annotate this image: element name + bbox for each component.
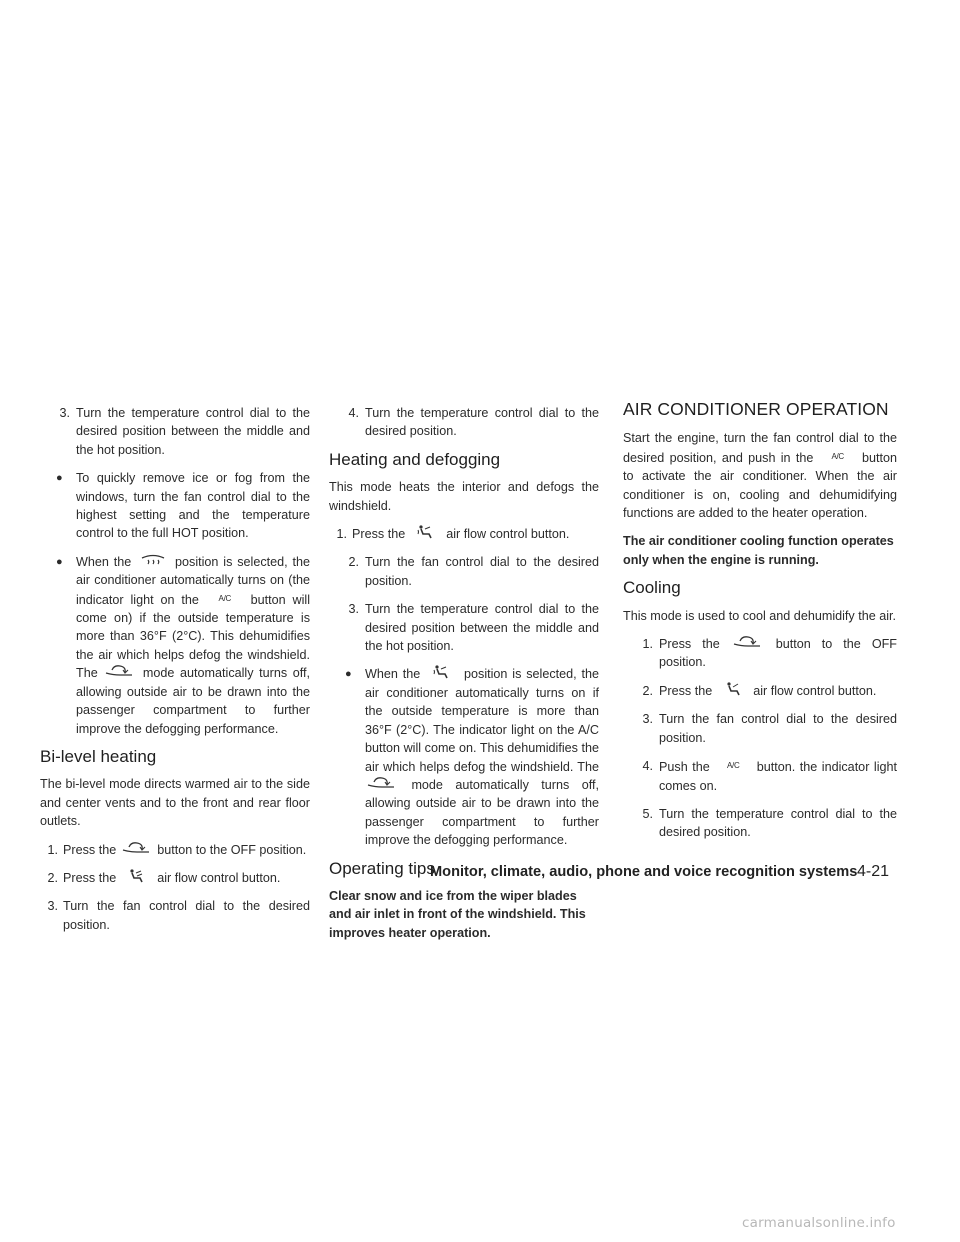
cooling-intro: This mode is used to cool and dehumidify the air. <box>623 608 897 623</box>
step-2: 2. Press the air flow control button. <box>642 683 877 698</box>
step-3: 3. Turn the fan control dial to the desired position. <box>47 899 310 932</box>
ac-icon: A/C <box>831 451 844 461</box>
watermark: carmanualsonline.info <box>742 1215 896 1231</box>
vent-icon <box>716 682 750 696</box>
step-3: 3. Turn the fan control dial to the desired position. <box>642 712 897 745</box>
ac-icon: A/C <box>727 761 740 771</box>
floor-defrost-icon <box>120 869 154 883</box>
section-title-cooling: Cooling <box>623 578 681 598</box>
step-2: 2. Turn the fan control dial to the desired position. <box>348 555 599 588</box>
section-title-bilevel: Bi-level heating <box>40 746 157 766</box>
defrost-icon <box>136 553 170 567</box>
step-4: 4. Push the A/C button. the indicator light comes on. <box>642 759 897 793</box>
ac-intro: Start the engine, turn the fan control dial to the desired position, and push in the A/C button to activate the air conditioner. When the air conditioner is on, cooling and dehumidifying functions are added to the heater operation. <box>623 431 898 521</box>
step-2: 2. Press the air flow control button. <box>47 870 281 885</box>
bilevel-intro: The bi-level mode directs warmed air to the side and center vents and to the front and rear floor outlets. <box>40 777 310 829</box>
page-number: 4-21 <box>857 863 890 880</box>
floor-defrost-icon <box>409 525 443 539</box>
heating-intro: This mode heats the interior and defogs the windshield. <box>329 480 599 513</box>
bullet-mark: ● <box>345 668 352 681</box>
step-5: 5. Turn the temperature control dial to the desired position. <box>642 806 897 840</box>
bullet-floor-defrost-position: ● When the position is selected, the air conditioner automatically turns on if the outside temperature is more than 36°F (2°C). The indicator light on the A/C button will come on. This dehumidifies the air which helps defog the windshield. The mode automatically turns off, allowing outside air to be drawn into the passenger compartment to further improve the defogging performance. <box>345 667 600 848</box>
footer-title: Monitor, climate, audio, phone and voice recognition systems <box>430 864 858 880</box>
step-4: 4. Turn the temperature control dial to the desired position. <box>348 406 599 439</box>
recirculation-icon <box>365 776 399 790</box>
recirculation-icon <box>120 841 154 855</box>
tips-text: Clear snow and ice from the wiper blades and air inlet in front of the windshield. This improves heater operation. <box>329 888 586 940</box>
bullet-mark: ● <box>56 555 63 568</box>
column-right <box>623 399 898 852</box>
recirculation-icon <box>731 635 765 649</box>
floor-defrost-icon <box>425 665 459 679</box>
ac-note: The air conditioner cooling function operates only when the engine is running. <box>623 534 894 567</box>
ac-icon: A/C <box>218 593 231 603</box>
bullet-quick-remove-ice: ● To quickly remove ice or fog from the windows, turn the fan control dial to the highest setting and the temperature control to the full HOT position. <box>56 471 310 541</box>
step-1: 1. Press the air flow control button. <box>336 527 570 542</box>
step-3: 3. Turn the temperature control dial to the desired position between the middle and the hot position. <box>348 602 599 654</box>
section-title-tips: Operating tips <box>329 858 435 878</box>
step-1: 1. Press the button to the OFF position. <box>47 842 307 857</box>
bullet-defrost-position: ● When the position is selected, the air conditioner automatically turns on (the indicator light on the A/C button will come on) if the outside temperature is more than 36°F (2°C). This dehumidifies the air which helps defog the windshield. The mode automatically turns off, allowing outside air to be drawn into the passenger compartment to further improve the defogging performance. <box>56 554 311 736</box>
bullet-mark: ● <box>56 472 63 485</box>
step-3: 3. Turn the temperature control dial to the desired position between the middle and the hot position. <box>59 406 310 457</box>
recirculation-icon <box>103 664 137 678</box>
section-title-ac: AIR CONDITIONER OPERATION <box>623 399 889 419</box>
section-title-heating: Heating and defogging <box>329 449 501 469</box>
step-1: 1. Press the button to the OFF position. <box>642 637 897 670</box>
column-left <box>40 404 310 944</box>
